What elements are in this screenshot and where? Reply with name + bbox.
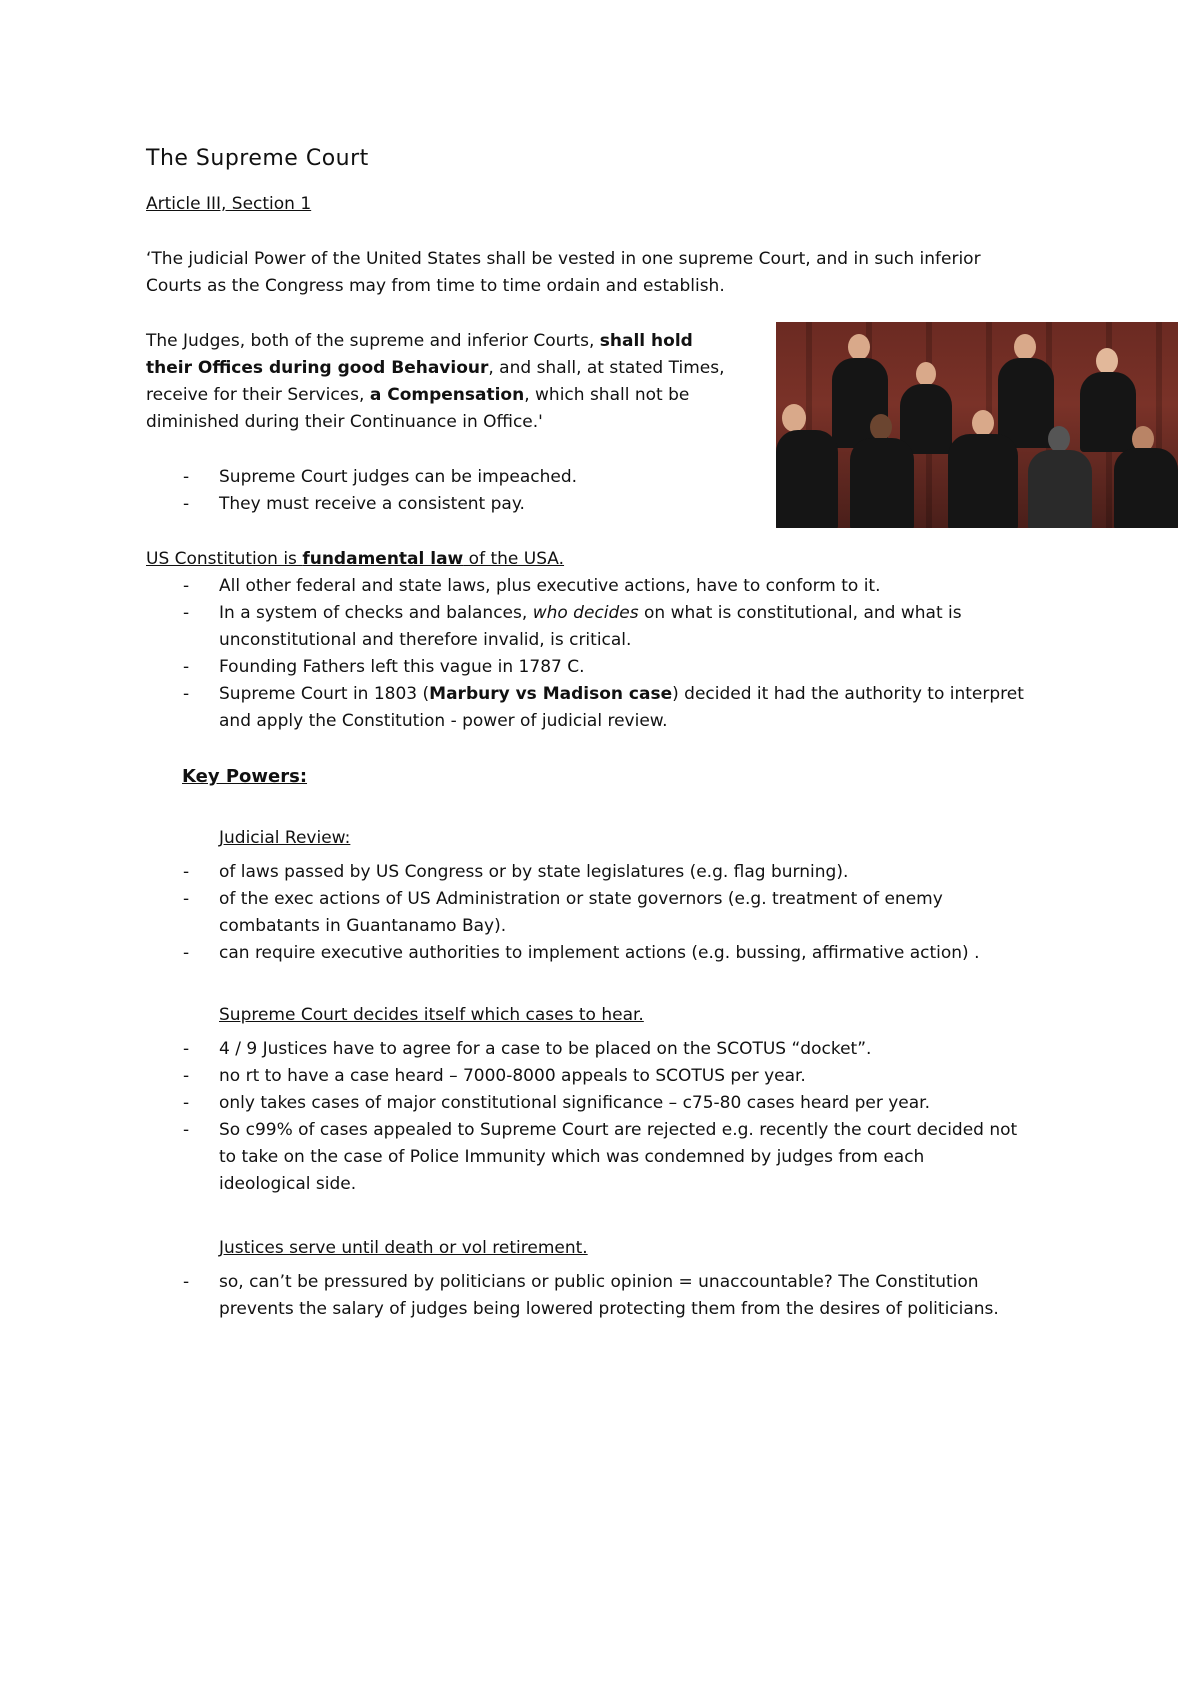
list-item-continued: combatants in Guantanamo Bay). bbox=[219, 916, 507, 936]
list-item: Supreme Court judges can be impeached. bbox=[219, 467, 578, 487]
list-item-continued: to take on the case of Police Immunity which was condemned by judges from each bbox=[219, 1147, 925, 1167]
list-item: no rt to have a case heard – 7000-8000 appeals to SCOTUS per year. bbox=[219, 1066, 806, 1086]
list-item: so, can’t be pressured by politicians or public opinion = unaccountable? The Constitution bbox=[219, 1272, 979, 1292]
bullet-dash: - bbox=[183, 1039, 190, 1059]
quote-p2-line-1: The Judges, both of the supreme and inferior Courts, shall hold bbox=[146, 331, 693, 351]
key-powers-heading: Key Powers: bbox=[182, 766, 308, 787]
list-item: only takes cases of major constitutional significance – c75-80 cases heard per year. bbox=[219, 1093, 931, 1113]
quote-line-2: Courts as the Congress may from time to time ordain and establish. bbox=[146, 276, 725, 296]
list-item-continued: prevents the salary of judges being lowered protecting them from the desires of politicians. bbox=[219, 1299, 999, 1319]
bullet-dash: - bbox=[183, 943, 190, 963]
quote-p2-line-3: receive for their Services, a Compensation, which shall not be bbox=[146, 385, 690, 405]
list-item-continued: and apply the Constitution - power of judicial review. bbox=[219, 711, 668, 731]
justices-photo bbox=[776, 322, 1178, 528]
bullet-dash: - bbox=[183, 576, 190, 596]
bullet-dash: - bbox=[183, 862, 190, 882]
bullet-dash: - bbox=[183, 603, 190, 623]
quote-line-1: ‘The judicial Power of the United States shall be vested in one supreme Court, and in such inferior bbox=[146, 249, 981, 269]
list-item: 4 / 9 Justices have to agree for a case to be placed on the SCOTUS “docket”. bbox=[219, 1039, 872, 1059]
list-item-continued: unconstitutional and therefore invalid, is critical. bbox=[219, 630, 632, 650]
list-item-continued: ideological side. bbox=[219, 1174, 357, 1194]
tenure-heading: Justices serve until death or vol retirement. bbox=[219, 1238, 588, 1258]
bullet-dash: - bbox=[183, 889, 190, 909]
list-item: of the exec actions of US Administration or state governors (e.g. treatment of enemy bbox=[219, 889, 943, 909]
cases-heading: Supreme Court decides itself which cases to hear. bbox=[219, 1005, 644, 1025]
constitution-heading: US Constitution is fundamental law of the USA. bbox=[146, 549, 565, 569]
bullet-dash: - bbox=[183, 494, 190, 514]
bullet-dash: - bbox=[183, 657, 190, 677]
list-item: Supreme Court in 1803 (Marbury vs Madison case) decided it had the authority to interpret bbox=[219, 684, 1024, 704]
bullet-dash: - bbox=[183, 1272, 190, 1292]
list-item: In a system of checks and balances, who decides on what is constitutional, and what is bbox=[219, 603, 962, 623]
article-heading: Article III, Section 1 bbox=[146, 194, 312, 214]
quote-p2-line-2: their Offices during good Behaviour, and shall, at stated Times, bbox=[146, 358, 725, 378]
bullet-dash: - bbox=[183, 1120, 190, 1140]
quote-p2-line-4: diminished during their Continuance in Office.' bbox=[146, 412, 543, 432]
list-item: can require executive authorities to implement actions (e.g. bussing, affirmative action) . bbox=[219, 943, 980, 963]
judicial-review-heading: Judicial Review: bbox=[219, 828, 351, 848]
bullet-dash: - bbox=[183, 1093, 190, 1113]
bullet-dash: - bbox=[183, 684, 190, 704]
list-item: of laws passed by US Congress or by state legislatures (e.g. flag burning). bbox=[219, 862, 849, 882]
list-item: Founding Fathers left this vague in 1787 C. bbox=[219, 657, 585, 677]
bullet-dash: - bbox=[183, 1066, 190, 1086]
bullet-dash: - bbox=[183, 467, 190, 487]
list-item: So c99% of cases appealed to Supreme Court are rejected e.g. recently the court decided not bbox=[219, 1120, 1018, 1140]
list-item: They must receive a consistent pay. bbox=[219, 494, 525, 514]
page-title: The Supreme Court bbox=[146, 146, 369, 171]
list-item: All other federal and state laws, plus executive actions, have to conform to it. bbox=[219, 576, 881, 596]
